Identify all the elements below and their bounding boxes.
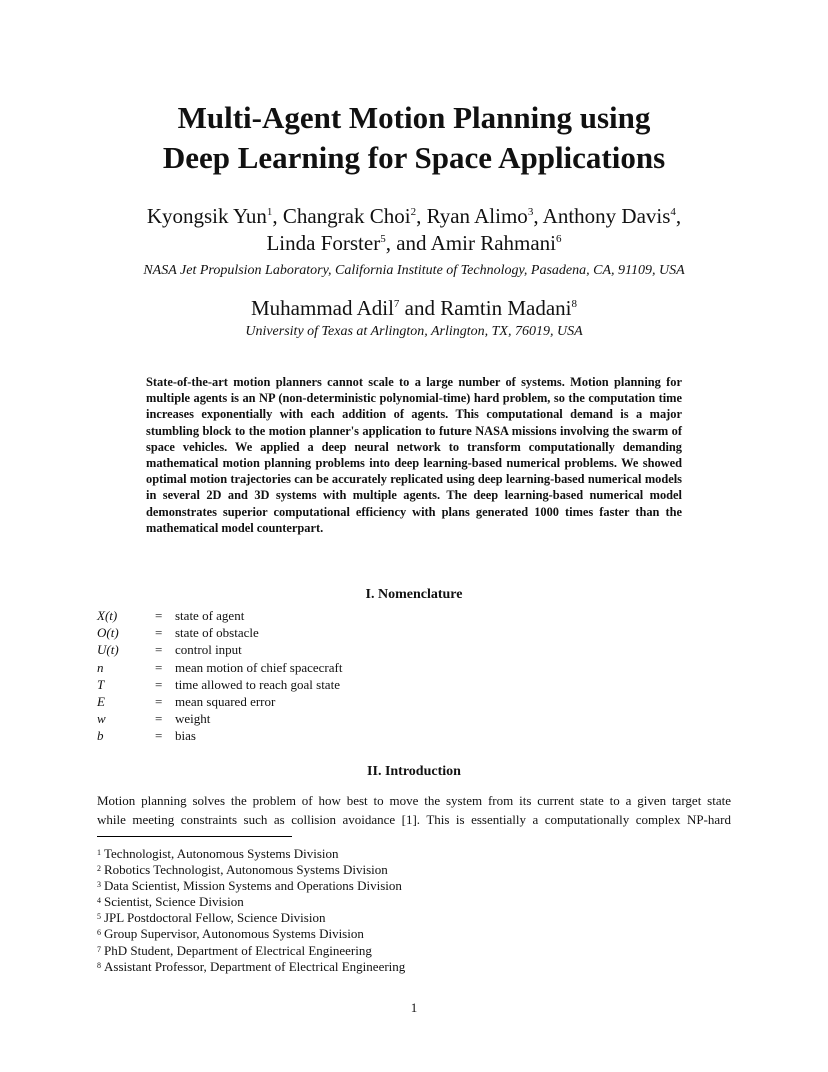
introduction-line: while meeting constraints such as collision avoidance [1]. This is essentially a computationally complex NP-hard	[97, 812, 731, 827]
footnote-number: 4	[97, 896, 101, 906]
nomenclature-row	[97, 693, 497, 710]
footnote-number: 1	[97, 848, 101, 857]
author-list-uta	[0, 295, 828, 322]
footnote-number: 8	[97, 960, 101, 970]
author-line-2	[0, 230, 828, 257]
footnote-divider	[97, 836, 292, 837]
footnote-item	[97, 910, 405, 926]
footnote-number: 6	[97, 928, 101, 938]
nomenclature-symbol: w	[97, 711, 106, 727]
author-name: Muhammad Adil	[251, 296, 394, 320]
footnote-number: 3	[97, 880, 101, 890]
paper-title	[0, 98, 828, 178]
author-name: Linda Forster	[266, 231, 381, 255]
footnote-item	[97, 862, 405, 878]
nomenclature-symbol: n	[97, 659, 104, 675]
nomenclature-definition: mean motion of chief spacecraft	[175, 659, 343, 675]
nomenclature-definition: weight	[175, 711, 211, 727]
author-footnote-marker: 1	[266, 206, 273, 218]
nomenclature-row	[97, 659, 497, 676]
introduction-line: Motion planning solves the problem of how best to move the system from its current state to a given target state	[97, 793, 731, 808]
footnote-number: 2	[97, 864, 101, 874]
nomenclature-equals: =	[155, 659, 163, 675]
author-footnote-marker: 2	[410, 206, 417, 218]
author-separator: ,	[272, 204, 283, 228]
footnote-item	[97, 846, 405, 862]
author-footnote-marker: 6	[556, 233, 562, 245]
footnote-number: 7	[97, 944, 101, 954]
nomenclature-definition: mean squared error	[175, 693, 276, 709]
author-separator: ,	[675, 204, 682, 228]
author-name: Anthony Davis	[542, 204, 671, 228]
footnotes	[97, 846, 405, 975]
author-name: Changrak Choi	[282, 204, 411, 228]
nomenclature-definition: time allowed to reach goal state	[175, 676, 340, 692]
introduction-body	[97, 791, 731, 829]
author-footnote-marker: 4	[670, 206, 676, 218]
nomenclature-symbol: T	[97, 676, 105, 692]
abstract: State-of-the-art motion planners cannot scale to a large number of systems. Motion planning for multiple agents is an NP (non-deterministic polynomial-time) hard problem, so the computation time increases exponentially with each addition of agents. This computational demand is a major stumbling block to the motion planner's application to future NASA missions involving the swarm of space vehicles. We applied a deep neural network to transform computationally demanding mathematical motion planning problems into deep learning-based numerical problems. We showed optimal motion trajectories can be accurately replicated using deep learning-based numerical models in several 2D and 3D systems with multiple agents. The deep learning-based numerical model demonstrates superior computational efficiency with plans generated 1000 times faster than the mathematical model counterpart.	[146, 375, 682, 535]
section-heading-nomenclature: I. Nomenclature	[365, 587, 463, 602]
nomenclature-symbol: X(t)	[97, 608, 118, 623]
footnote-text: Assistant Professor, Department of Electrical Engineering	[104, 958, 406, 974]
nomenclature-row	[97, 710, 497, 727]
nomenclature-equals: =	[155, 625, 163, 641]
author-separator: , and	[385, 231, 431, 255]
footnote-text: Group Supervisor, Autonomous Systems Division	[104, 926, 364, 942]
footnote-text: Robotics Technologist, Autonomous Systems Division	[104, 862, 388, 878]
author-list	[0, 203, 828, 257]
nomenclature-equals: =	[155, 728, 163, 744]
page-number: 1	[410, 1000, 418, 1015]
affiliation-jpl: NASA Jet Propulsion Laboratory, California Institute of Technology, Pasadena, CA, 91109, USA	[143, 263, 685, 278]
author-footnote-marker: 3	[527, 206, 534, 218]
nomenclature-row	[97, 624, 497, 641]
nomenclature-definition: state of obstacle	[175, 625, 259, 641]
footnote-number: 5	[97, 912, 101, 922]
footnote-text: JPL Postdoctoral Fellow, Science Division	[104, 910, 326, 926]
title-line-2: Deep Learning for Space Applications	[162, 140, 666, 175]
nomenclature-equals: =	[155, 642, 163, 658]
nomenclature-symbol: O(t)	[97, 625, 119, 641]
footnote-item	[97, 878, 405, 894]
author-footnote-marker: 5	[380, 233, 386, 245]
section-heading-introduction: II. Introduction	[367, 764, 461, 779]
nomenclature-definition: bias	[175, 728, 196, 744]
author-separator: and	[399, 296, 441, 320]
author-footnote-marker: 7	[393, 298, 400, 310]
nomenclature-equals: =	[155, 711, 163, 727]
footnote-item	[97, 926, 405, 942]
nomenclature-definition: state of agent	[175, 608, 245, 623]
footnote-item	[97, 959, 405, 975]
nomenclature-symbol: E	[97, 693, 105, 709]
nomenclature-row	[97, 641, 497, 658]
author-name: Amir Rahmani	[430, 231, 557, 255]
author-separator: ,	[533, 204, 543, 228]
author-line-3	[0, 295, 828, 322]
nomenclature-equals: =	[155, 608, 163, 623]
footnote-item	[97, 943, 405, 959]
nomenclature-definition: control input	[175, 642, 242, 658]
footnote-text: Technologist, Autonomous Systems Division	[104, 846, 339, 861]
author-separator: ,	[416, 204, 427, 228]
author-name: Ryan Alimo	[426, 204, 528, 228]
nomenclature-equals: =	[155, 676, 163, 692]
author-footnote-marker: 8	[571, 298, 577, 310]
nomenclature-row	[97, 676, 497, 693]
affiliation-uta: University of Texas at Arlington, Arlington, TX, 76019, USA	[245, 324, 583, 339]
nomenclature-symbol: U(t)	[97, 642, 119, 658]
footnote-item	[97, 894, 405, 910]
nomenclature-row	[97, 727, 497, 744]
nomenclature-list	[97, 607, 497, 745]
nomenclature-symbol: b	[97, 728, 104, 744]
author-name: Ramtin Madani	[440, 296, 572, 320]
nomenclature-row	[97, 607, 497, 624]
footnote-text: Data Scientist, Mission Systems and Operations Division	[104, 878, 402, 894]
author-name: Kyongsik Yun	[146, 204, 267, 228]
footnote-text: Scientist, Science Division	[104, 894, 244, 910]
title-line-1: Multi-Agent Motion Planning using	[177, 100, 651, 135]
nomenclature-equals: =	[155, 693, 163, 709]
author-line-1	[0, 203, 828, 230]
footnote-text: PhD Student, Department of Electrical Engineering	[104, 942, 372, 958]
